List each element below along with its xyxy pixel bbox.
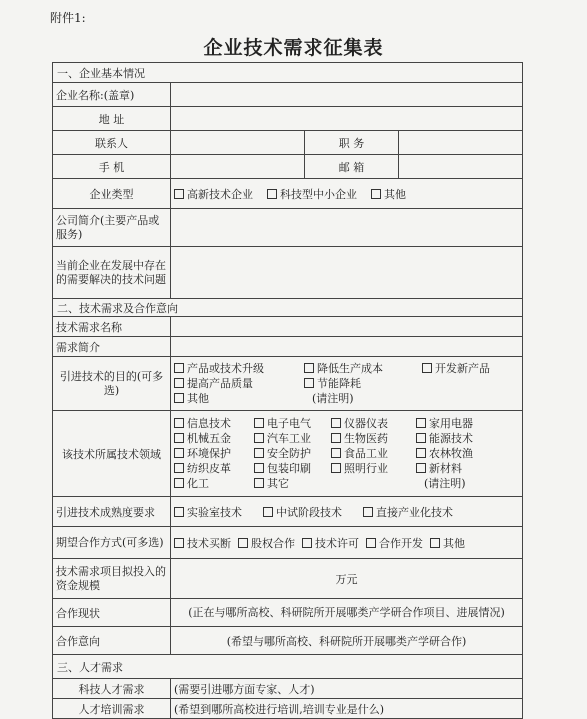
- phone-label: 手 机: [53, 155, 171, 179]
- postcode-label: 邮 箱: [305, 155, 399, 179]
- postcode-field[interactable]: [399, 155, 523, 179]
- attachment-label: 附件1:: [50, 11, 86, 25]
- status-label: 合作现状: [53, 599, 171, 627]
- section2-header: 二、技术需求及合作意向: [53, 299, 523, 317]
- field-option[interactable]: 机械五金: [174, 431, 254, 446]
- field-option[interactable]: 生物医药: [331, 431, 416, 446]
- checkbox-icon: [430, 538, 440, 548]
- checkbox-icon: [302, 538, 312, 548]
- purpose-option[interactable]: 提高产品质量: [174, 376, 304, 391]
- company-type-options: [171, 179, 523, 209]
- checkbox-icon: [254, 478, 264, 488]
- coop-option[interactable]: 技术许可: [302, 537, 359, 550]
- maturity-option[interactable]: 中试阶段技术: [263, 506, 342, 519]
- purpose-option[interactable]: 开发新产品: [422, 361, 512, 376]
- field-option[interactable]: 纺织皮革: [174, 461, 254, 476]
- company-type-option[interactable]: 其他: [371, 188, 406, 201]
- training-label: 人才培训需求: [53, 699, 171, 719]
- field-option[interactable]: 家用电器: [416, 416, 506, 431]
- checkbox-icon: [254, 463, 264, 473]
- coop-option[interactable]: 合作开发: [366, 537, 423, 550]
- field-option[interactable]: 能源技术: [416, 431, 506, 446]
- checkbox-icon: [263, 507, 273, 517]
- checkbox-icon: [422, 363, 432, 373]
- coop-option[interactable]: 其他: [430, 537, 465, 550]
- checkbox-icon: [174, 507, 184, 517]
- purpose-option[interactable]: 产品或技术升级: [174, 361, 304, 376]
- checkbox-icon: [174, 189, 184, 199]
- intent-hint: (希望与哪所高校、科研院所开展哪类产学研合作): [226, 634, 467, 648]
- demand-intro-label: 需求简介: [53, 337, 171, 357]
- checkbox-icon: [174, 378, 184, 388]
- field-option[interactable]: 其它: [254, 476, 331, 491]
- checkbox-icon: [416, 448, 426, 458]
- checkbox-icon: [174, 418, 184, 428]
- checkbox-icon: [174, 433, 184, 443]
- field-note: (请注明): [424, 477, 466, 490]
- address-field[interactable]: [171, 107, 523, 131]
- address-label: 地 址: [53, 107, 171, 131]
- purpose-note: (请注明): [312, 392, 354, 405]
- checkbox-icon: [371, 189, 381, 199]
- section3-header: 三、人才需求: [53, 655, 523, 679]
- position-field[interactable]: [399, 131, 523, 155]
- field-option[interactable]: 汽车工业: [254, 431, 331, 446]
- checkbox-icon: [174, 448, 184, 458]
- checkbox-icon: [174, 393, 184, 403]
- field-options: [171, 411, 523, 497]
- training-field[interactable]: [171, 699, 523, 719]
- company-intro-field[interactable]: [171, 209, 523, 247]
- field-option[interactable]: 环境保护: [174, 446, 254, 461]
- funding-field[interactable]: [171, 559, 523, 599]
- coop-option[interactable]: 技术买断: [174, 537, 231, 550]
- field-option[interactable]: 安全防护: [254, 446, 331, 461]
- checkbox-icon: [366, 538, 376, 548]
- talent-hint: (需要引进哪方面专家、人才): [174, 682, 315, 696]
- checkbox-icon: [331, 418, 341, 428]
- company-intro-label: 公司简介(主要产品或服务): [53, 209, 171, 247]
- checkbox-icon: [174, 478, 184, 488]
- funding-label: 技术需求项目拟投入的资金规模: [53, 559, 171, 599]
- position-label: 职 务: [305, 131, 399, 155]
- contact-label: 联系人: [53, 131, 171, 155]
- checkbox-icon: [331, 448, 341, 458]
- field-option[interactable]: 食品工业: [331, 446, 416, 461]
- tech-problem-field[interactable]: [171, 247, 523, 299]
- talent-label: 科技人才需求: [53, 679, 171, 699]
- status-hint: (正在与哪所高校、科研院所开展哪类产学研合作项目、进展情况): [188, 605, 505, 619]
- checkbox-icon: [254, 433, 264, 443]
- checkbox-icon: [331, 433, 341, 443]
- checkbox-icon: [416, 418, 426, 428]
- checkbox-icon: [254, 418, 264, 428]
- talent-field[interactable]: [171, 679, 523, 699]
- checkbox-icon: [416, 433, 426, 443]
- field-option[interactable]: 仪器仪表: [331, 416, 416, 431]
- status-field[interactable]: [171, 599, 523, 627]
- intent-label: 合作意向: [53, 627, 171, 655]
- phone-field[interactable]: [171, 155, 305, 179]
- field-option[interactable]: 新材料: [416, 461, 506, 476]
- intent-field[interactable]: [171, 627, 523, 655]
- demand-form-table: [52, 62, 523, 719]
- checkbox-icon: [238, 538, 248, 548]
- checkbox-icon: [254, 448, 264, 458]
- demand-name-field[interactable]: [171, 317, 523, 337]
- field-option[interactable]: 包装印刷: [254, 461, 331, 476]
- purpose-option[interactable]: 节能降耗: [304, 376, 422, 391]
- company-type-option[interactable]: 科技型中小企业: [267, 188, 357, 201]
- purpose-options: [171, 357, 523, 411]
- checkbox-icon: [174, 363, 184, 373]
- company-name-label: 企业名称:(盖章): [53, 83, 171, 107]
- section1-header: 一、企业基本情况: [53, 63, 523, 83]
- coop-option[interactable]: 股权合作: [238, 537, 295, 550]
- checkbox-icon: [304, 378, 314, 388]
- checkbox-icon: [174, 538, 184, 548]
- field-option[interactable]: 照明行业: [331, 461, 416, 476]
- contact-field[interactable]: [171, 131, 305, 155]
- checkbox-icon: [174, 463, 184, 473]
- field-option[interactable]: 化工: [174, 476, 254, 491]
- coop-options: [171, 527, 523, 559]
- company-type-option[interactable]: 高新技术企业: [174, 188, 253, 201]
- purpose-option[interactable]: 降低生产成本: [304, 361, 422, 376]
- purpose-option[interactable]: 其他: [174, 391, 304, 406]
- tech-problem-label: 当前企业在发展中存在的需要解决的技术问题: [53, 247, 171, 299]
- coop-label: 期望合作方式(可多选): [53, 527, 171, 559]
- training-hint: (希望到哪所高校进行培训,培训专业是什么): [174, 702, 385, 716]
- field-option[interactable]: 信息技术: [174, 416, 254, 431]
- form-title: 企业技术需求征集表: [203, 37, 384, 59]
- demand-intro-field[interactable]: [171, 337, 523, 357]
- maturity-option[interactable]: 直接产业化技术: [363, 506, 453, 519]
- funding-unit: 万元: [335, 572, 358, 586]
- maturity-label: 引进技术成熟度要求: [53, 497, 171, 527]
- purpose-label: 引进技术的目的(可多选): [53, 357, 171, 411]
- maturity-option[interactable]: 实验室技术: [174, 506, 242, 519]
- field-option[interactable]: 农林牧渔: [416, 446, 506, 461]
- checkbox-icon: [304, 363, 314, 373]
- checkbox-icon: [267, 189, 277, 199]
- checkbox-icon: [416, 463, 426, 473]
- field-label: 该技术所属技术领域: [53, 411, 171, 497]
- company-name-field[interactable]: [171, 83, 523, 107]
- maturity-options: [171, 497, 523, 527]
- field-option[interactable]: 电子电气: [254, 416, 331, 431]
- checkbox-icon: [363, 507, 373, 517]
- checkbox-icon: [331, 463, 341, 473]
- demand-name-label: 技术需求名称: [53, 317, 171, 337]
- company-type-label: 企业类型: [53, 179, 171, 209]
